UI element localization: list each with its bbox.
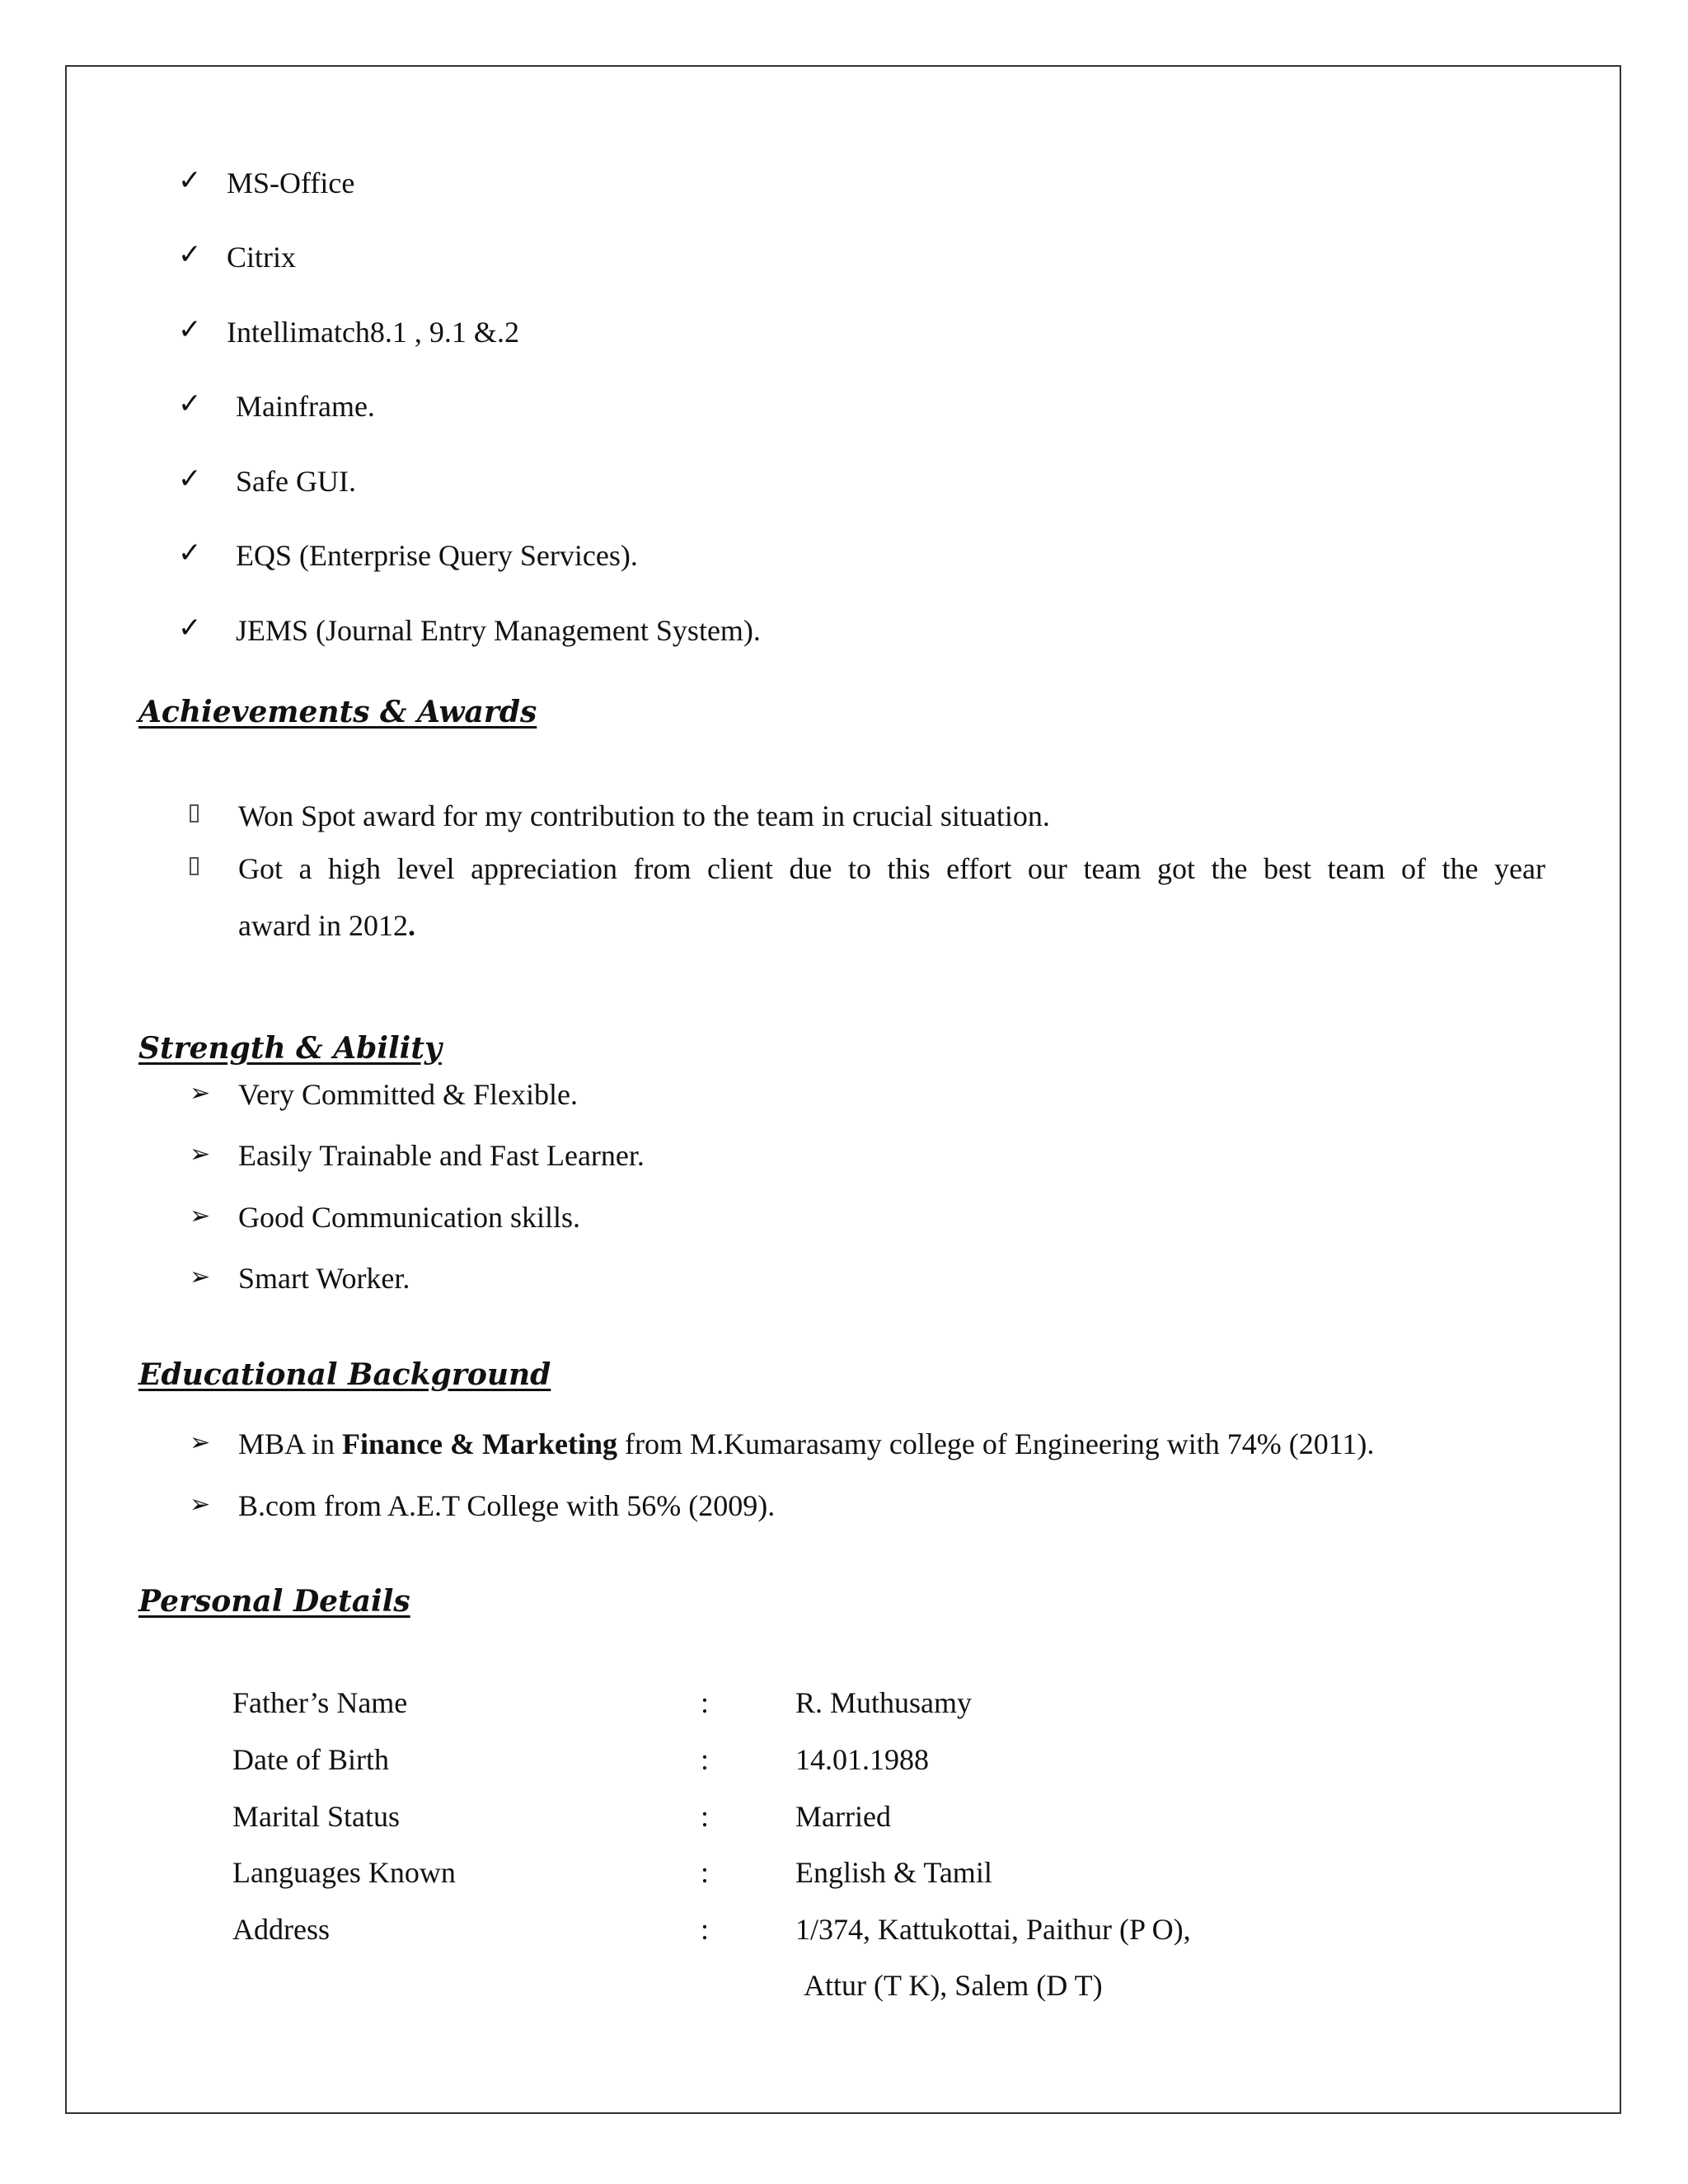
address-line-2: Attur (T K), Salem (D T) <box>804 1969 1103 2002</box>
mba-suffix: from M.Kumarasamy college of Engineering with 74% (2011). <box>617 1427 1375 1460</box>
arrow-bullet-icon: ➢ <box>190 1202 211 1230</box>
personal-value: English & Tamil <box>795 1856 992 1889</box>
skill-item: Mainframe. <box>236 390 375 423</box>
checkmark-icon: ✓ <box>178 164 202 197</box>
arrow-bullet-icon: ➢ <box>190 1263 211 1291</box>
section-heading-education: Educational Background <box>138 1357 551 1392</box>
bullet-icon <box>190 857 199 875</box>
arrow-bullet-icon: ➢ <box>190 1490 211 1519</box>
personal-value: Married <box>795 1800 891 1833</box>
skill-item: Intellimatch8.1 , 9.1 &.2 <box>227 316 519 349</box>
checkmark-icon: ✓ <box>178 537 202 569</box>
checkmark-icon: ✓ <box>178 238 202 271</box>
personal-separator: : <box>701 1686 710 1719</box>
personal-label: Father’s Name <box>232 1686 408 1719</box>
strength-item: Smart Worker. <box>238 1262 410 1295</box>
personal-separator: : <box>701 1800 710 1833</box>
achievement-text: award in 2012 <box>238 909 408 942</box>
education-item-mba <box>238 1429 1374 1459</box>
checkmark-icon: ✓ <box>178 387 202 420</box>
personal-label: Address <box>232 1913 330 1946</box>
personal-value: 1/374, Kattukottai, Paithur (P O), <box>795 1913 1191 1946</box>
personal-separator: : <box>701 1913 710 1946</box>
skill-item: EQS (Enterprise Query Services). <box>236 539 638 572</box>
achievement-item-continuation <box>238 911 415 940</box>
achievement-item <box>238 854 1545 883</box>
checkmark-icon: ✓ <box>178 462 202 495</box>
mba-prefix: MBA in <box>238 1427 343 1460</box>
personal-label: Languages Known <box>232 1856 456 1889</box>
personal-label: Marital Status <box>232 1800 400 1833</box>
achievement-text: Got a high level appreciation from client due to this effort our team got the best team of the year <box>238 852 1545 885</box>
mba-specialization: Finance & Marketing <box>342 1427 617 1460</box>
bullet-icon <box>190 804 199 823</box>
personal-value: 14.01.1988 <box>795 1743 929 1776</box>
arrow-bullet-icon: ➢ <box>190 1140 211 1169</box>
achievement-item: Won Spot award for my contribution to the team in crucial situation. <box>238 799 1050 832</box>
personal-value: R. Muthusamy <box>795 1686 973 1719</box>
section-heading-achievements: Achievements & Awards <box>138 695 537 729</box>
section-heading-personal: Personal Details <box>138 1584 410 1619</box>
section-heading-strength: Strength & Ability <box>138 1031 442 1066</box>
achievement-period: . <box>407 909 415 942</box>
personal-separator: : <box>701 1743 710 1776</box>
checkmark-icon: ✓ <box>178 313 202 346</box>
education-item-bcom: B.com from A.E.T College with 56% (2009). <box>238 1489 776 1522</box>
arrow-bullet-icon: ➢ <box>190 1079 211 1108</box>
strength-item: Easily Trainable and Fast Learner. <box>238 1139 645 1172</box>
skill-item: JEMS (Journal Entry Management System). <box>236 614 761 647</box>
personal-separator: : <box>701 1856 710 1889</box>
skill-item: Safe GUI. <box>236 465 356 498</box>
personal-label: Date of Birth <box>232 1743 389 1776</box>
skill-item: MS-Office <box>227 166 355 199</box>
strength-item: Good Communication skills. <box>238 1201 581 1234</box>
checkmark-icon: ✓ <box>178 612 202 644</box>
arrow-bullet-icon: ➢ <box>190 1428 211 1457</box>
strength-item: Very Committed & Flexible. <box>238 1078 578 1111</box>
skill-item: Citrix <box>227 241 297 274</box>
